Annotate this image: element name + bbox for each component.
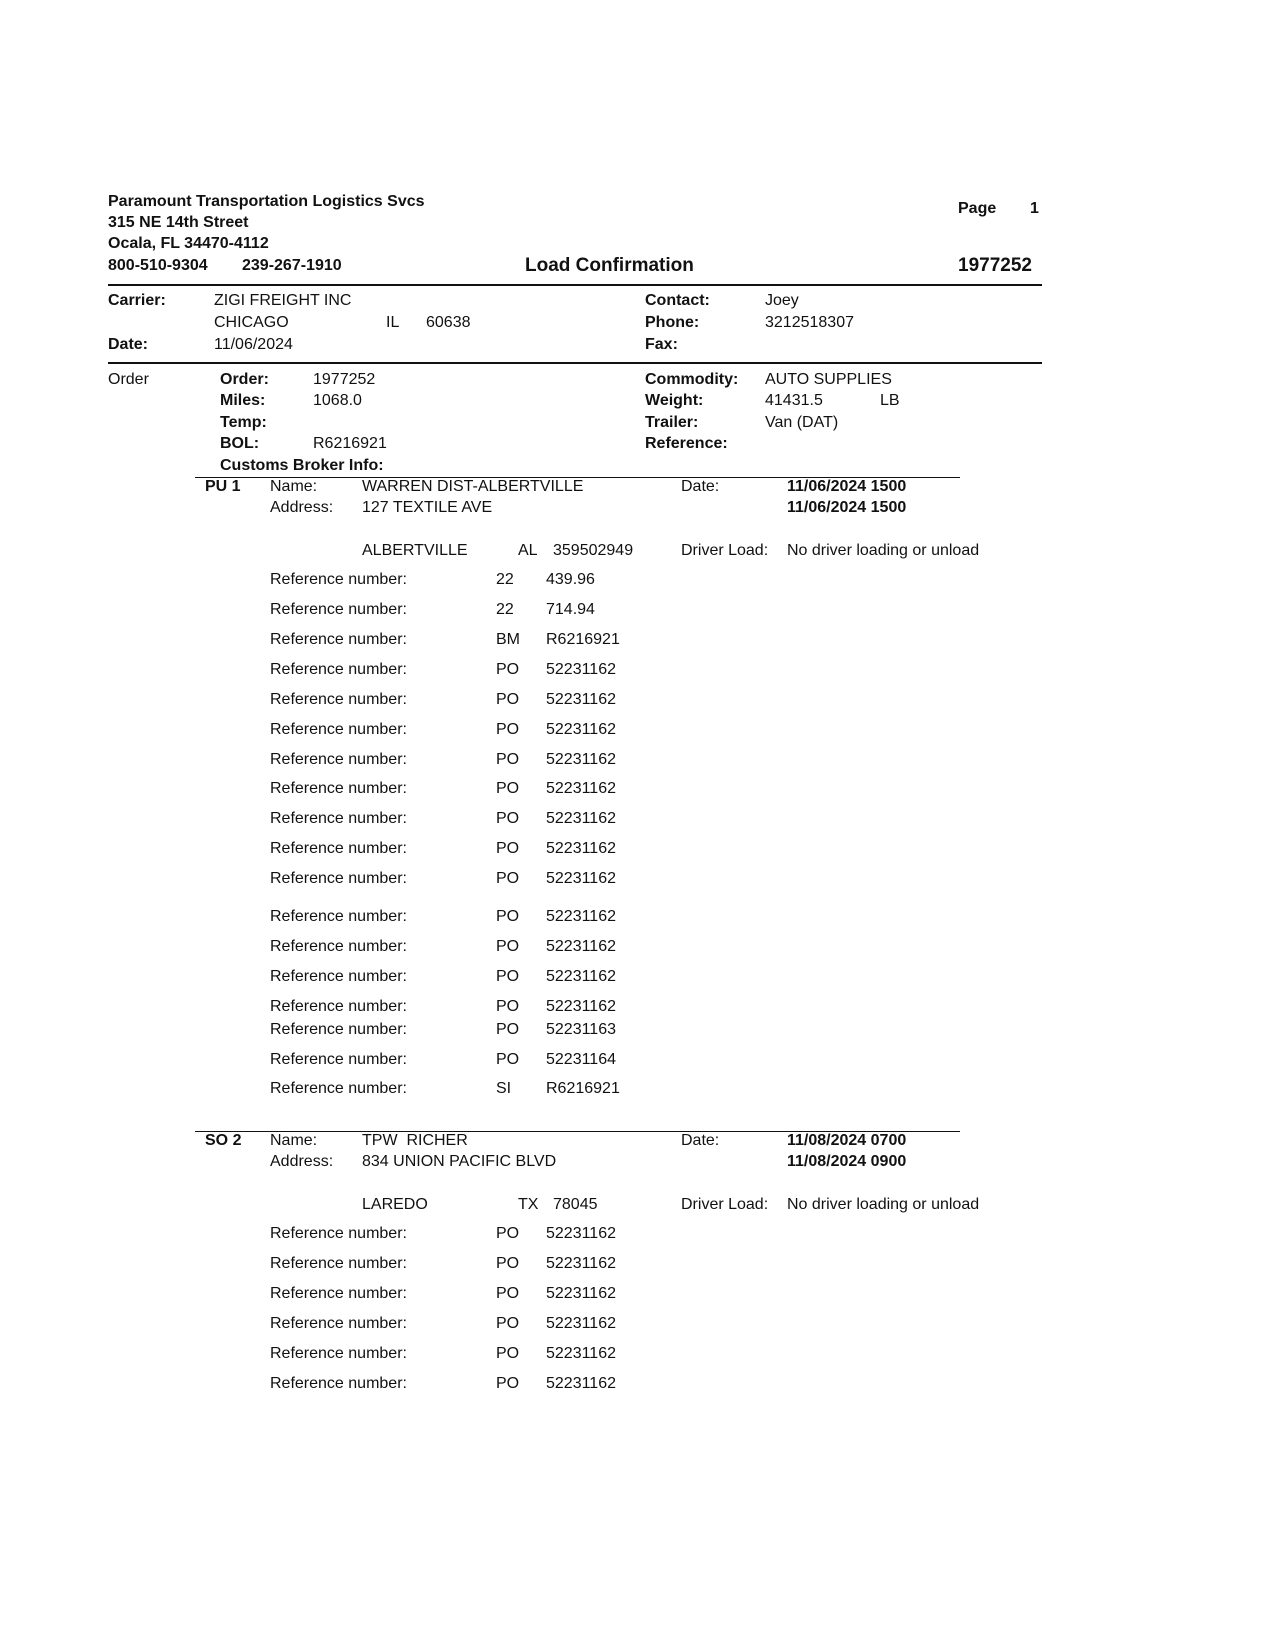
reference-type: PO xyxy=(496,810,520,827)
reference-type: PO xyxy=(496,1375,520,1392)
fax-label: Fax: xyxy=(645,336,678,353)
company-city: Ocala, FL 34470-4112 xyxy=(108,235,269,252)
reference-value: 52231162 xyxy=(546,1225,616,1242)
reference-type: SI xyxy=(496,1080,512,1097)
page-label: Page xyxy=(958,200,997,217)
stop-date-label: Date: xyxy=(681,1132,720,1149)
reference-type: PO xyxy=(496,1225,520,1242)
reference-value: 52231162 xyxy=(546,691,616,708)
carrier-city: CHICAGO xyxy=(214,314,289,331)
reference-value: 52231163 xyxy=(546,1021,616,1038)
contact-name: Joey xyxy=(765,292,799,309)
reference-value: 52231162 xyxy=(546,1285,616,1302)
contact-phone: 3212518307 xyxy=(765,314,854,331)
pickup-address-label: Address: xyxy=(270,499,334,516)
stop-city: LAREDO xyxy=(362,1196,428,1213)
reference-label: Reference number: xyxy=(270,751,407,768)
reference-value: 52231162 xyxy=(546,870,616,887)
reference-label: Reference number: xyxy=(270,870,407,887)
reference-type: PO xyxy=(496,1021,520,1038)
stop-name-label: Name: xyxy=(270,1132,318,1149)
reference-type: PO xyxy=(496,691,520,708)
pickup-date-2: 11/06/2024 1500 xyxy=(787,499,907,516)
customs-broker-label: Customs Broker Info: xyxy=(220,457,384,474)
reference-label: Reference number: xyxy=(270,780,407,797)
reference-value: 52231164 xyxy=(546,1051,616,1068)
commodity-label: Commodity: xyxy=(645,371,739,388)
pickup-driver-load-label: Driver Load: xyxy=(681,542,769,559)
pickup-city: ALBERTVILLE xyxy=(362,542,468,559)
stop-zip: 78045 xyxy=(553,1196,598,1213)
reference-label: Reference number: xyxy=(270,631,407,648)
reference-label: Reference number: xyxy=(270,968,407,985)
header-divider xyxy=(108,284,1042,286)
reference-value: R6216921 xyxy=(546,631,620,648)
company-name: Paramount Transportation Logistics Svcs xyxy=(108,193,425,210)
phone-label: Phone: xyxy=(645,314,700,331)
reference-label: Reference number: xyxy=(270,1285,407,1302)
reference-value: 714.94 xyxy=(546,601,595,618)
bol-value: R6216921 xyxy=(313,435,387,452)
miles-value: 1068.0 xyxy=(313,392,362,409)
carrier-name: ZIGI FREIGHT INC xyxy=(214,292,352,309)
reference-type: PO xyxy=(496,998,520,1015)
temp-label: Temp: xyxy=(220,414,267,431)
reference-type: PO xyxy=(496,780,520,797)
reference-label: Reference number: xyxy=(270,810,407,827)
reference-value: 52231162 xyxy=(546,840,616,857)
reference-value: 52231162 xyxy=(546,968,616,985)
reference-type: PO xyxy=(496,908,520,925)
stop-address-label: Address: xyxy=(270,1153,334,1170)
carrier-divider xyxy=(108,362,1042,364)
reference-value: 439.96 xyxy=(546,571,595,588)
stop-date-1: 11/08/2024 0700 xyxy=(787,1132,907,1149)
reference-label: Reference number: xyxy=(270,1375,407,1392)
reference-value: 52231162 xyxy=(546,1375,616,1392)
trailer-value: Van (DAT) xyxy=(765,414,839,431)
miles-label: Miles: xyxy=(220,392,266,409)
reference-label: Reference number: xyxy=(270,908,407,925)
reference-value: 52231162 xyxy=(546,908,616,925)
commodity-value: AUTO SUPPLIES xyxy=(765,371,892,388)
pickup-address: 127 TEXTILE AVE xyxy=(362,499,493,516)
stop-date-2: 11/08/2024 0900 xyxy=(787,1153,907,1170)
reference-type: 22 xyxy=(496,601,514,618)
carrier-state: IL xyxy=(386,314,400,331)
reference-label: Reference number: xyxy=(270,1225,407,1242)
document-number: 1977252 xyxy=(958,255,1032,276)
pickup-name: WARREN DIST-ALBERTVILLE xyxy=(362,478,584,495)
stop-name: TPW RICHER xyxy=(362,1132,468,1149)
reference-type: PO xyxy=(496,1345,520,1362)
reference-label: Reference number: xyxy=(270,1021,407,1038)
reference-label: Reference number: xyxy=(270,691,407,708)
reference-type: PO xyxy=(496,840,520,857)
company-phone-2: 239-267-1910 xyxy=(242,257,342,274)
order-section-label: Order xyxy=(108,371,149,388)
weight-unit: LB xyxy=(880,392,900,409)
reference-type: PO xyxy=(496,1315,520,1332)
reference-label: Reference: xyxy=(645,435,728,452)
reference-label: Reference number: xyxy=(270,840,407,857)
contact-label: Contact: xyxy=(645,292,710,309)
trailer-label: Trailer: xyxy=(645,414,699,431)
carrier-label: Carrier: xyxy=(108,292,166,309)
pickup-zip: 359502949 xyxy=(553,542,634,559)
reference-type: PO xyxy=(496,751,520,768)
stop-driver-load-label: Driver Load: xyxy=(681,1196,769,1213)
company-phone-1: 800-510-9304 xyxy=(108,257,208,274)
pickup-state: AL xyxy=(518,542,538,559)
weight-value: 41431.5 xyxy=(765,392,823,409)
reference-label: Reference number: xyxy=(270,1255,407,1272)
company-street: 315 NE 14th Street xyxy=(108,214,249,231)
order-label: Order: xyxy=(220,371,269,388)
page-number: 1 xyxy=(1030,200,1039,217)
pickup-driver-load: No driver loading or unload xyxy=(787,542,980,559)
stop-state: TX xyxy=(518,1196,539,1213)
reference-type: PO xyxy=(496,968,520,985)
reference-value: 52231162 xyxy=(546,780,616,797)
reference-value: 52231162 xyxy=(546,721,616,738)
reference-type: BM xyxy=(496,631,520,648)
reference-value: R6216921 xyxy=(546,1080,620,1097)
reference-value: 52231162 xyxy=(546,998,616,1015)
reference-label: Reference number: xyxy=(270,601,407,618)
carrier-date: 11/06/2024 xyxy=(214,336,293,353)
carrier-date-label: Date: xyxy=(108,336,149,353)
reference-value: 52231162 xyxy=(546,1345,616,1362)
stop-code: SO 2 xyxy=(205,1132,242,1149)
pickup-code: PU 1 xyxy=(205,478,241,495)
reference-type: PO xyxy=(496,1051,520,1068)
order-number: 1977252 xyxy=(313,371,376,388)
reference-label: Reference number: xyxy=(270,571,407,588)
reference-label: Reference number: xyxy=(270,1080,407,1097)
reference-type: PO xyxy=(496,870,520,887)
reference-value: 52231162 xyxy=(546,810,616,827)
reference-label: Reference number: xyxy=(270,661,407,678)
reference-type: 22 xyxy=(496,571,514,588)
pickup-date-label: Date: xyxy=(681,478,720,495)
reference-label: Reference number: xyxy=(270,721,407,738)
document-title: Load Confirmation xyxy=(525,255,694,276)
reference-value: 52231162 xyxy=(546,661,616,678)
reference-value: 52231162 xyxy=(546,751,616,768)
reference-label: Reference number: xyxy=(270,1345,407,1362)
reference-label: Reference number: xyxy=(270,1051,407,1068)
reference-value: 52231162 xyxy=(546,1315,616,1332)
reference-type: PO xyxy=(496,938,520,955)
reference-type: PO xyxy=(496,661,520,678)
bol-label: BOL: xyxy=(220,435,260,452)
stop-driver-load: No driver loading or unload xyxy=(787,1196,980,1213)
reference-type: PO xyxy=(496,1285,520,1302)
reference-label: Reference number: xyxy=(270,938,407,955)
carrier-zip: 60638 xyxy=(426,314,471,331)
reference-value: 52231162 xyxy=(546,938,616,955)
reference-label: Reference number: xyxy=(270,998,407,1015)
reference-label: Reference number: xyxy=(270,1315,407,1332)
reference-type: PO xyxy=(496,1255,520,1272)
pickup-name-label: Name: xyxy=(270,478,318,495)
reference-value: 52231162 xyxy=(546,1255,616,1272)
weight-label: Weight: xyxy=(645,392,704,409)
stop-address: 834 UNION PACIFIC BLVD xyxy=(362,1153,557,1170)
pickup-date-1: 11/06/2024 1500 xyxy=(787,478,907,495)
reference-type: PO xyxy=(496,721,520,738)
